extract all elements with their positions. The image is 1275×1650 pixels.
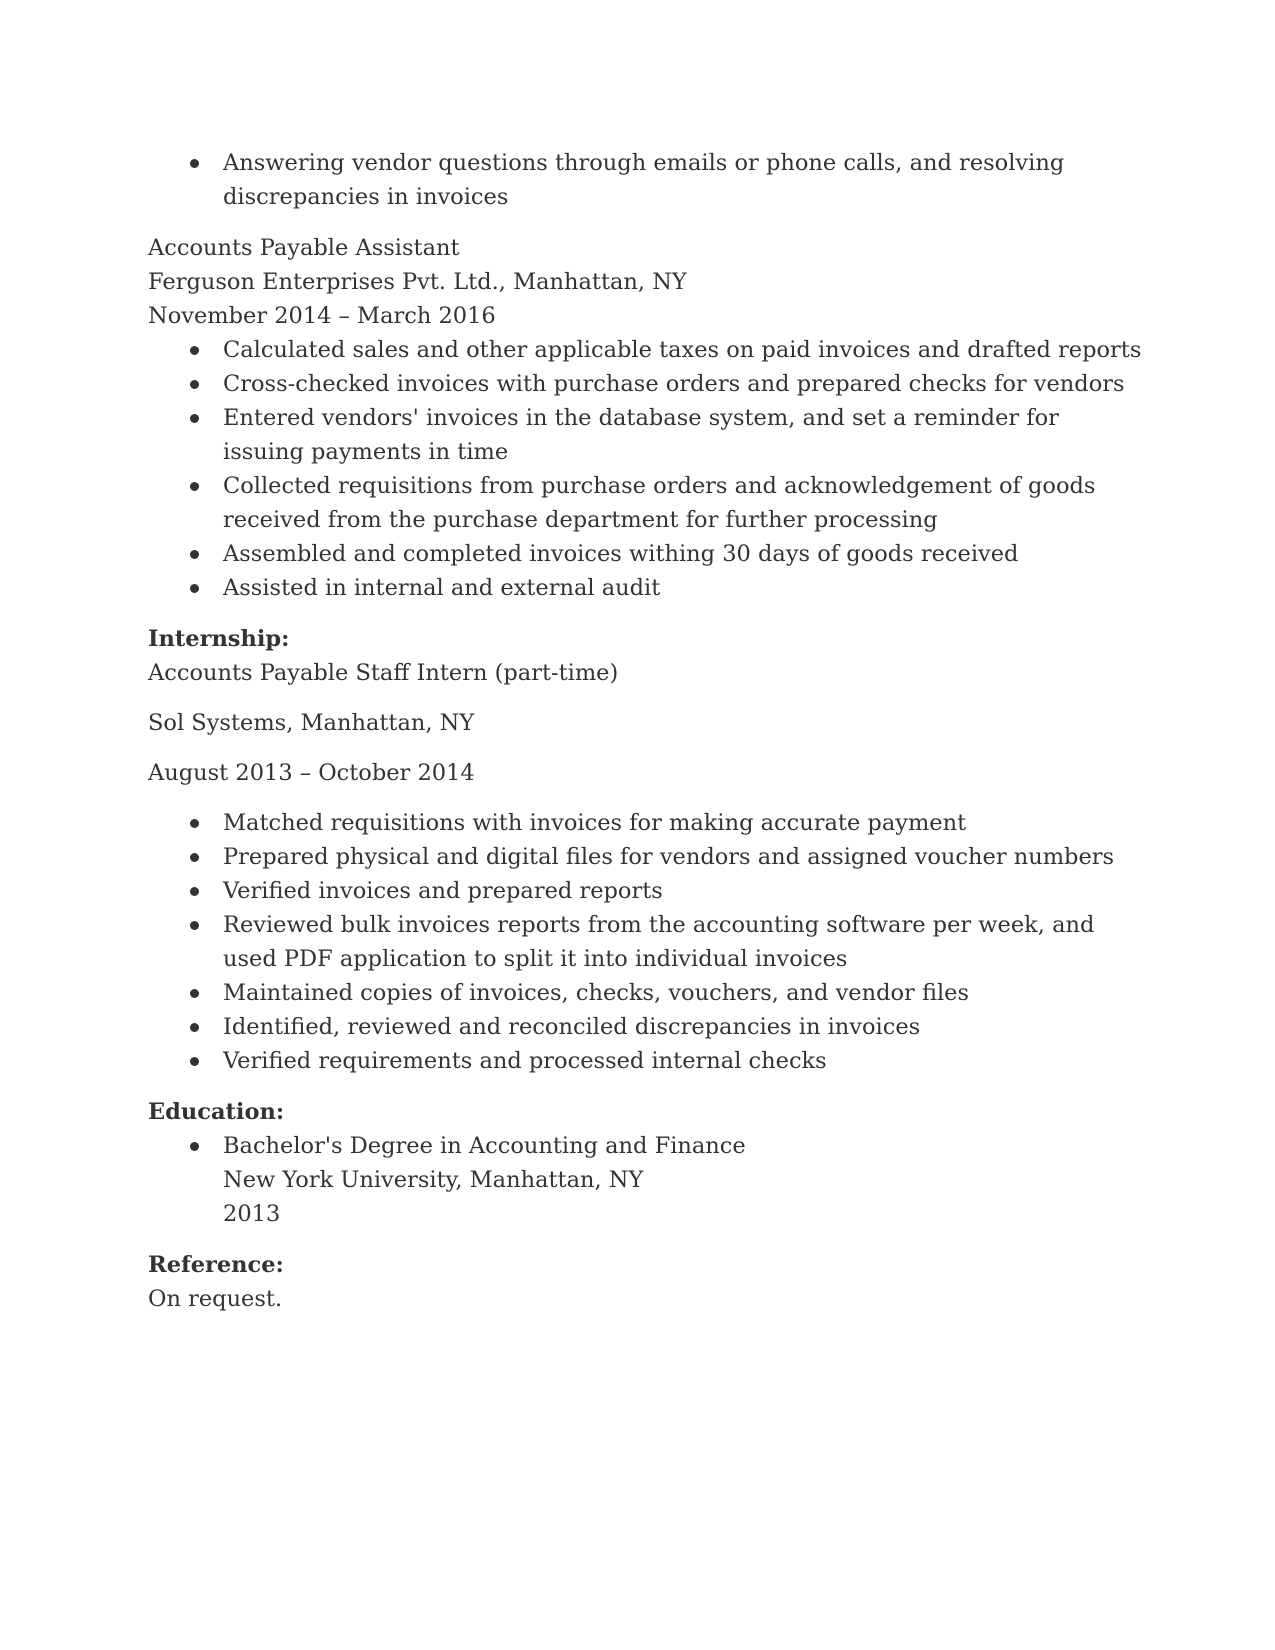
list-item: Assisted in internal and external audit (148, 571, 1148, 605)
list-item: Identified, reviewed and reconciled discrepancies in invoices (148, 1010, 1148, 1044)
bullet-icon (190, 1142, 199, 1151)
bullet-icon (190, 414, 199, 423)
education-year: 2013 (223, 1201, 281, 1227)
list-item (148, 1129, 1148, 1231)
list-item: Entered vendors' invoices in the database system, and set a reminder for issuing payments in time (148, 401, 1143, 469)
list-item: Collected requisitions from purchase orders and acknowledgement of goods received from the purchase department for further processing (148, 469, 1143, 537)
list-item: Matched requisitions with invoices for making accurate payment (148, 806, 1148, 840)
education-bullet-list (148, 1129, 1148, 1231)
bullet-icon (190, 550, 199, 559)
list-item: Calculated sales and other applicable taxes on paid invoices and drafted reports (148, 333, 1148, 367)
bullet-icon (190, 1023, 199, 1032)
internship-dates: August 2013 – October 2014 (148, 760, 475, 786)
internship-bullet-list (148, 806, 1148, 1078)
list-item: Prepared physical and digital files for vendors and assigned voucher numbers (148, 840, 1148, 874)
education-school: New York University, Manhattan, NY (223, 1167, 644, 1193)
bullet-icon (190, 819, 199, 828)
resume-page (148, 146, 1148, 1316)
bullet-icon (190, 887, 199, 896)
list-item: Cross-checked invoices with purchase orders and prepared checks for vendors (148, 367, 1148, 401)
section-heading-internship: Internship: (148, 626, 290, 652)
section-heading-education: Education: (148, 1099, 285, 1125)
education-degree: Bachelor's Degree in Accounting and Finance (223, 1133, 746, 1159)
list-item: Verified requirements and processed internal checks (148, 1044, 1148, 1078)
bullet-icon (190, 482, 199, 491)
bullet-icon (190, 989, 199, 998)
carryover-bullet-list (148, 146, 1148, 214)
bullet-icon (190, 380, 199, 389)
list-item: Reviewed bulk invoices reports from the accounting software per week, and used PDF application to split it into individual invoices (148, 908, 1153, 976)
bullet-icon (190, 853, 199, 862)
job-company: Ferguson Enterprises Pvt. Ltd., Manhattan, NY (148, 269, 687, 295)
bullet-icon (190, 159, 199, 168)
bullet-icon (190, 1057, 199, 1066)
list-item: Answering vendor questions through emails or phone calls, and resolving discrepancies in invoices (148, 146, 1073, 214)
section-heading-reference: Reference: (148, 1252, 284, 1278)
reference-text: On request. (148, 1286, 283, 1312)
internship-company: Sol Systems, Manhattan, NY (148, 710, 475, 736)
list-item: Assembled and completed invoices withing 30 days of goods received (148, 537, 1148, 571)
job-bullet-list (148, 333, 1148, 605)
bullet-icon (190, 584, 199, 593)
bullet-icon (190, 346, 199, 355)
job-dates: November 2014 – March 2016 (148, 303, 496, 329)
job-title: Accounts Payable Assistant (148, 235, 460, 261)
bullet-icon (190, 921, 199, 930)
list-item: Verified invoices and prepared reports (148, 874, 1148, 908)
list-item: Maintained copies of invoices, checks, vouchers, and vendor files (148, 976, 1148, 1010)
internship-title: Accounts Payable Staff Intern (part-time) (148, 660, 619, 686)
